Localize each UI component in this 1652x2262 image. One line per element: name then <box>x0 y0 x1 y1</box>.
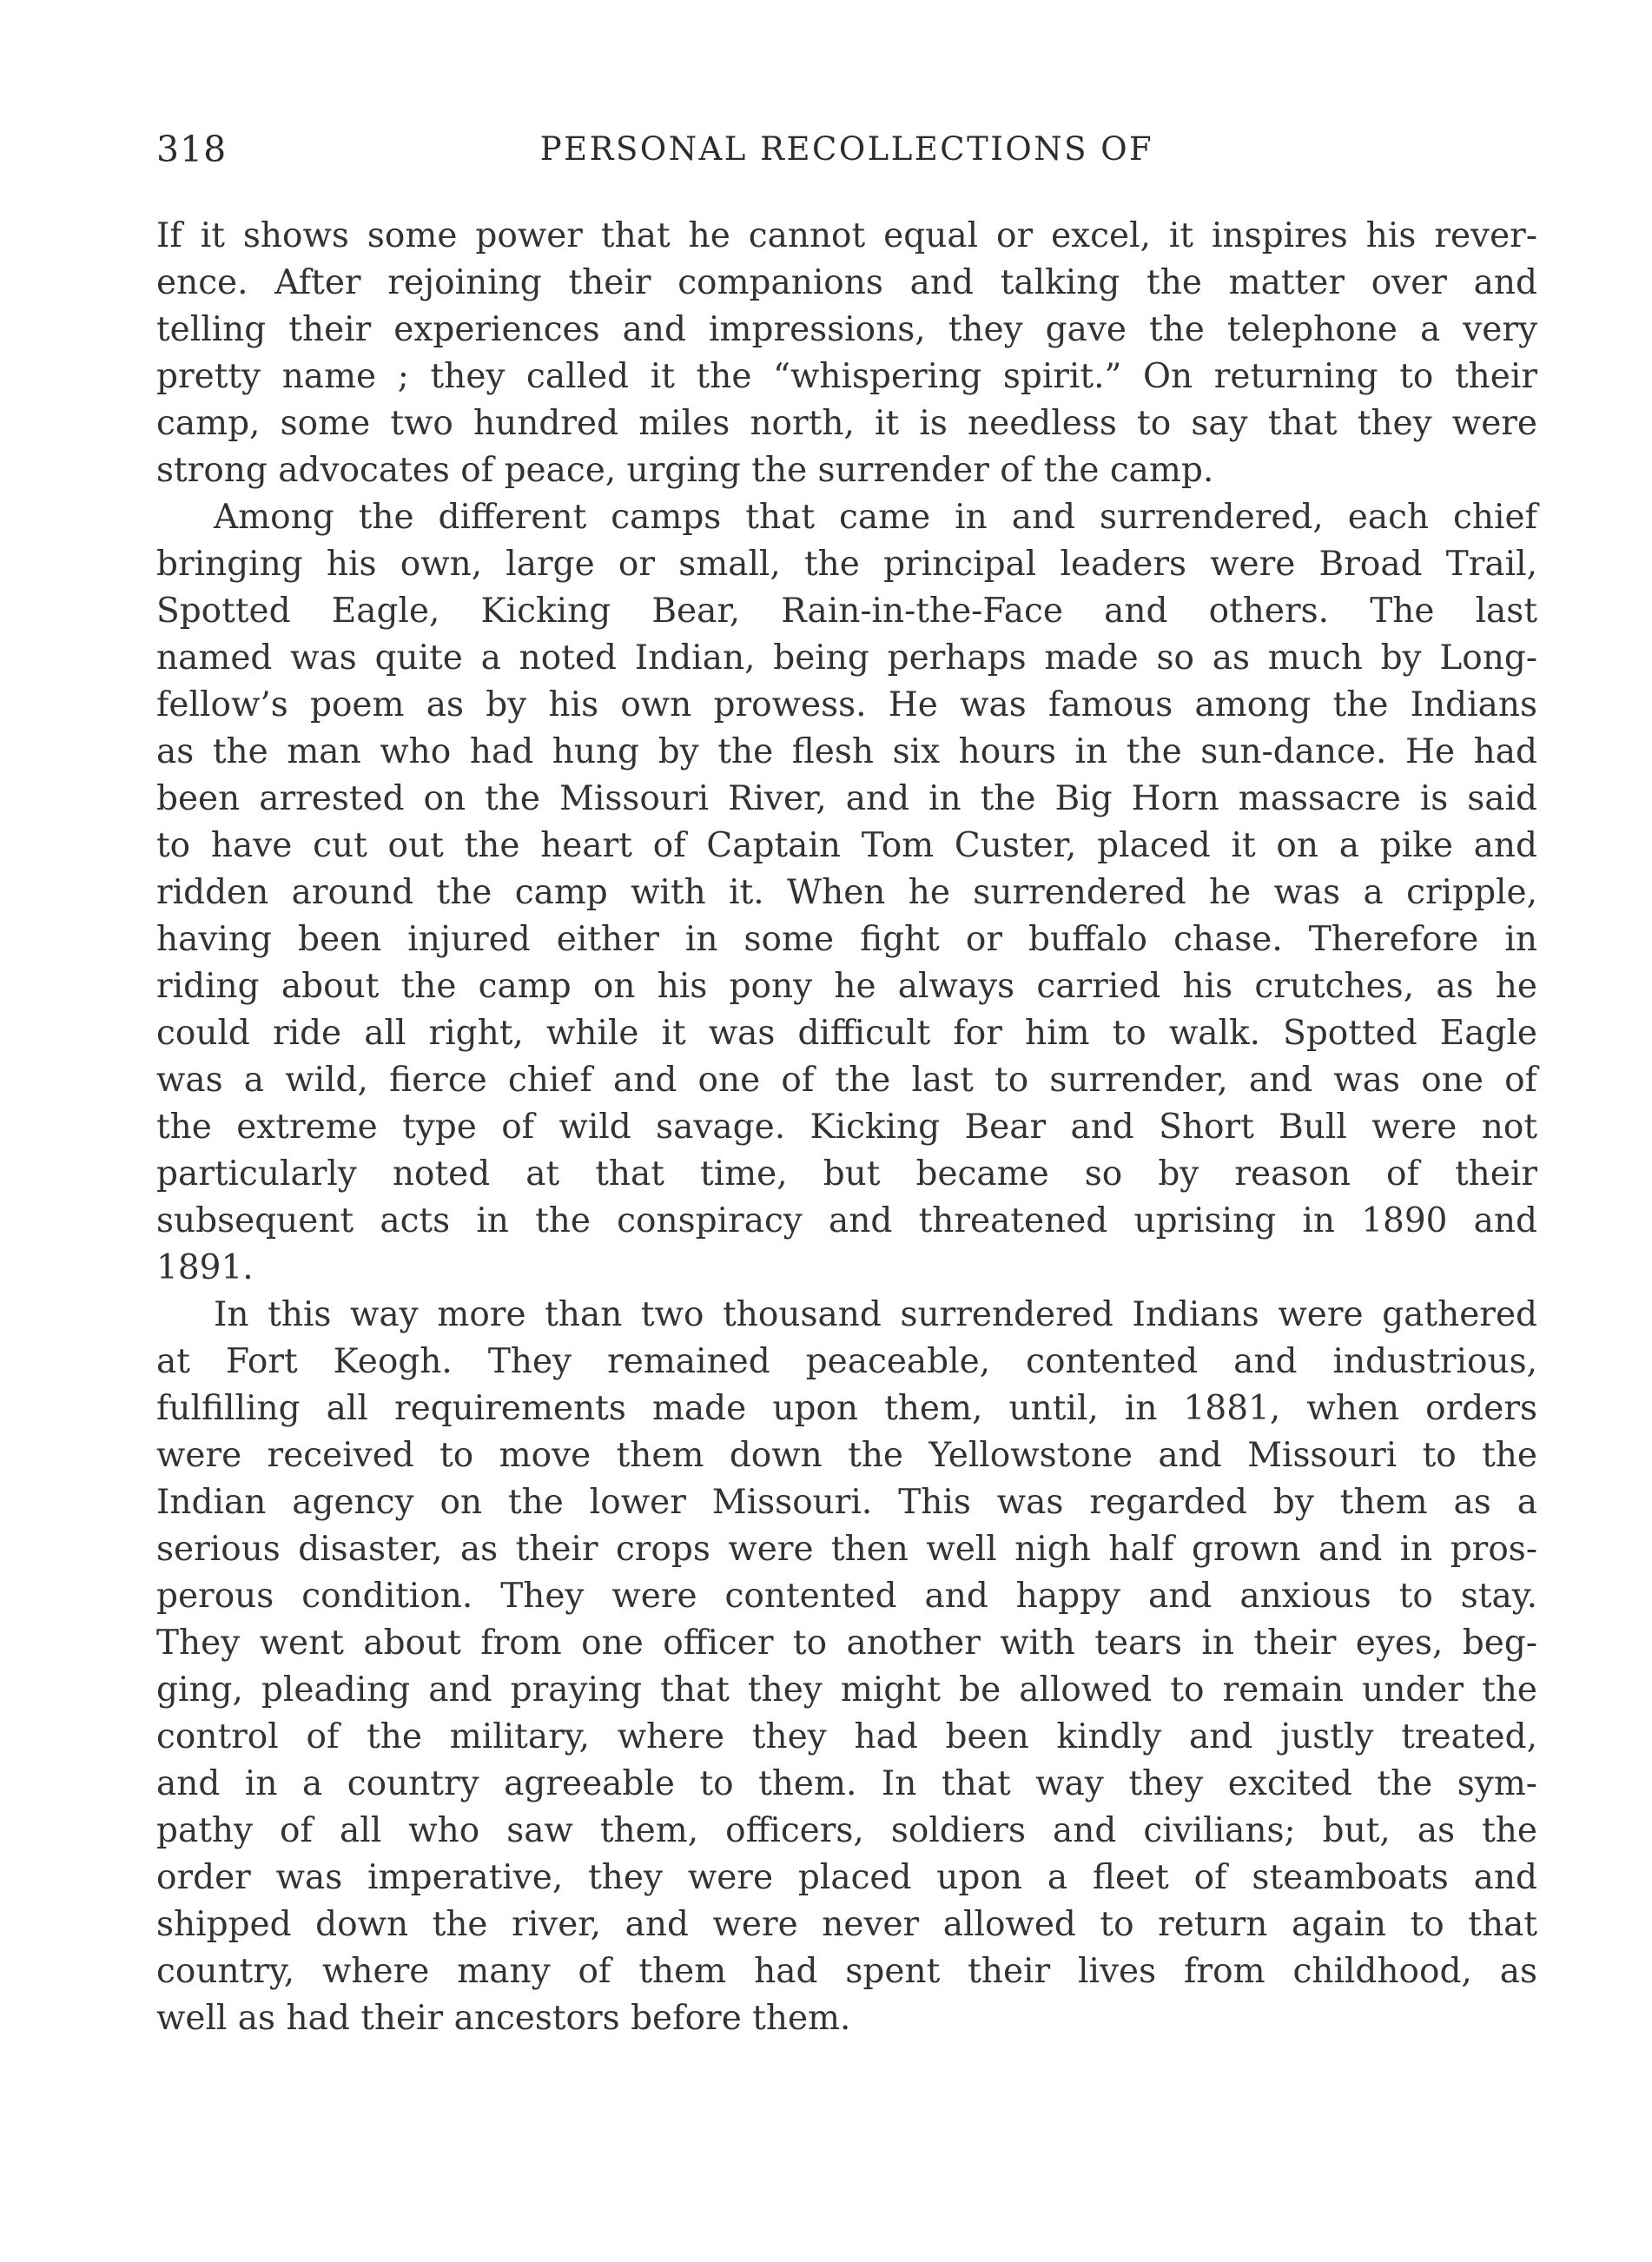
text-line: In this way more than two thousand surrendered Indians were gathered <box>214 1295 1537 1334</box>
text-line: fulfilling all requirements made upon them, until, in 1881, when orders <box>156 1389 1537 1428</box>
text-line: Indian agency on the lower Missouri. This was regarded by them as a <box>156 1483 1537 1522</box>
text-line: and in a country agreeable to them. In that way they excited the sym- <box>156 1764 1537 1803</box>
text-line: particularly noted at that time, but became so by reason of their <box>156 1154 1537 1194</box>
text-line: fellow’s poem as by his own prowess. He was famous among the Indians <box>156 685 1537 724</box>
page-number: 318 <box>156 129 228 170</box>
text-line: ridden around the camp with it. When he surrendered he was a cripple, <box>156 873 1537 912</box>
text-line: country, where many of them had spent their lives from childhood, as <box>156 1952 1537 1991</box>
text-line: ging, pleading and praying that they might be allowed to remain under the <box>156 1670 1537 1710</box>
text-line: well as had their ancestors before them. <box>156 1999 851 2038</box>
text-line: perous condition. They were contented and happy and anxious to stay. <box>156 1577 1537 1616</box>
text-line: subsequent acts in the conspiracy and threatened uprising in 1890 and <box>156 1201 1537 1240</box>
text-line: Among the different camps that came in and surrendered, each chief <box>214 498 1537 537</box>
text-line: been arrested on the Missouri River, and in the Big Horn massacre is said <box>156 779 1537 818</box>
text-line: camp, some two hundred miles north, it is needless to say that they were <box>156 404 1537 443</box>
text-line: was a wild, fierce chief and one of the last to surrender, and was one of <box>156 1061 1537 1100</box>
text-line: could ride all right, while it was difficult for him to walk. Spotted Eagle <box>156 1014 1537 1053</box>
text-line: the extreme type of wild savage. Kicking Bear and Short Bull were not <box>156 1108 1537 1147</box>
text-line: to have cut out the heart of Captain Tom Custer, placed it on a pike and <box>156 826 1537 865</box>
text-line: ence. After rejoining their companions and talking the matter over and <box>156 263 1537 302</box>
text-line: order was imperative, they were placed upon a fleet of steamboats and <box>156 1858 1537 1897</box>
body-text <box>156 213 1537 2042</box>
text-line: bringing his own, large or small, the principal leaders were Broad Trail, <box>156 545 1537 584</box>
text-line: shipped down the river, and were never allowed to return again to that <box>156 1905 1537 1944</box>
text-line: If it shows some power that he cannot equal or excel, it inspires his rever- <box>156 216 1537 255</box>
text-line: at Fort Keogh. They remained peaceable, contented and industrious, <box>156 1342 1537 1381</box>
text-line: telling their experiences and impressions, they gave the telephone a very <box>156 310 1537 349</box>
running-head <box>156 129 1537 189</box>
text-line: pathy of all who saw them, officers, soldiers and civilians; but, as the <box>156 1811 1537 1850</box>
text-line: as the man who had hung by the flesh six hours in the sun-dance. He had <box>156 732 1537 771</box>
text-line: strong advocates of peace, urging the surrender of the camp. <box>156 451 1214 490</box>
text-line: having been injured either in some fight or buffalo chase. Therefore in <box>156 920 1537 959</box>
running-title: PERSONAL RECOLLECTIONS OF <box>539 130 1154 168</box>
text-line: 1891. <box>156 1248 254 1287</box>
text-line: serious disaster, as their crops were then well nigh half grown and in pros- <box>156 1530 1537 1569</box>
text-line: They went about from one officer to another with tears in their eyes, beg- <box>156 1624 1537 1663</box>
text-line: control of the military, where they had been kindly and justly treated, <box>156 1717 1537 1756</box>
text-line: riding about the camp on his pony he always carried his crutches, as he <box>156 967 1537 1006</box>
text-line: Spotted Eagle, Kicking Bear, Rain-in-the-Face and others. The last <box>156 592 1537 631</box>
text-line: were received to move them down the Yellowstone and Missouri to the <box>156 1436 1537 1475</box>
text-line: named was quite a noted Indian, being perhaps made so as much by Long- <box>156 638 1537 678</box>
text-line: pretty name ; they called it the “whispering spirit.” On returning to their <box>156 357 1537 396</box>
